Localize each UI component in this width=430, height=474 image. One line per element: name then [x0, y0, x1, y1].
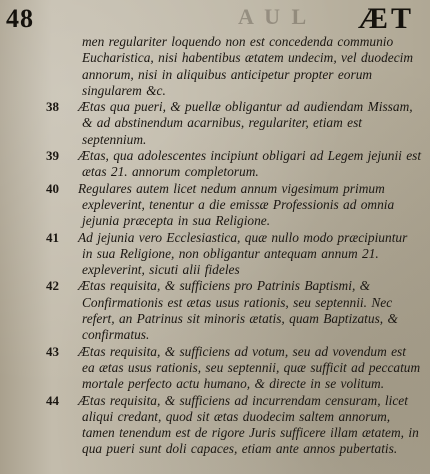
- paragraph-text: Ætas requisita, & sufficiens ad incurrendam censuram, licet aliqui credant, quod sit ætas duodecim saltem annorum, tamen tenendum est de rigore Juris sufficere illam ætatem, in qua pueri sunt doli capaces, etiam ante annos pubertatis.: [78, 392, 419, 457]
- paragraph-number: 39: [46, 148, 59, 164]
- paragraph-number: 43: [46, 343, 59, 359]
- paragraph-43: [0, 344, 430, 393]
- running-head: ÆT: [357, 2, 414, 35]
- body-text: [0, 34, 430, 458]
- paragraph-41: [0, 230, 430, 279]
- paragraph-number: 41: [46, 229, 59, 245]
- paragraph-number: 38: [46, 99, 59, 115]
- paragraph-39: [0, 148, 430, 181]
- paragraph-text: men regulariter loquendo non est concedenda communio Eucharistica, nisi habentibus ætatem undecim, vel duodecim annorum, nisi in aliquibus anticipetur propter eorum singularem &c.: [82, 34, 414, 98]
- paragraph-text: Ætas, qua adolescentes incipiunt obligari ad Legem jejunii est ætas 21. annorum completorum.: [78, 148, 422, 180]
- page-header: [0, 0, 430, 34]
- paragraph-text: Ætas qua pueri, & puellæ obligantur ad audiendam Missam, & ad abstinendum acarnibus, regulariter, etiam est septennium.: [78, 99, 413, 147]
- paragraph-number: 42: [46, 278, 59, 294]
- paragraph-text: Ætas requisita, & sufficiens pro Patrinis Baptismi, & Confirmationis est ætas usus rationis, seu septennii. Nec refert, an Patrinus sit minoris ætatis, quam Baptizatus, & confirmatus.: [78, 278, 398, 343]
- paragraph-40: [0, 181, 430, 230]
- paragraph-text: Ad jejunia vero Ecclesiastica, quæ nullo modo præcipiuntur in sua Religione, non obligantur antequam annum 21. expleverint, sicuti alii fideles: [78, 229, 408, 278]
- library-watermark: A U L: [238, 4, 310, 29]
- paragraph-44: [0, 393, 430, 458]
- paragraph-continued: [0, 34, 430, 99]
- paragraph-number: 40: [46, 180, 59, 196]
- paragraph-38: [0, 99, 430, 148]
- paragraph-number: 44: [46, 392, 59, 408]
- paragraph-text: Ætas requisita, & sufficiens ad votum, seu ad vovendum est ea ætas usus rationis, seu septennii, quæ sufficit ad peccatum mortale perfecto actu humano, & directe in se volitum.: [78, 343, 421, 392]
- paragraph-text: Regulares autem licet nedum annum vigesimum primum expleverint, tenentur a die emissæ Professionis ad omnia jejunia præcepta in sua Religione.: [78, 180, 395, 229]
- page-number: 48: [6, 4, 34, 33]
- paragraph-42: [0, 278, 430, 343]
